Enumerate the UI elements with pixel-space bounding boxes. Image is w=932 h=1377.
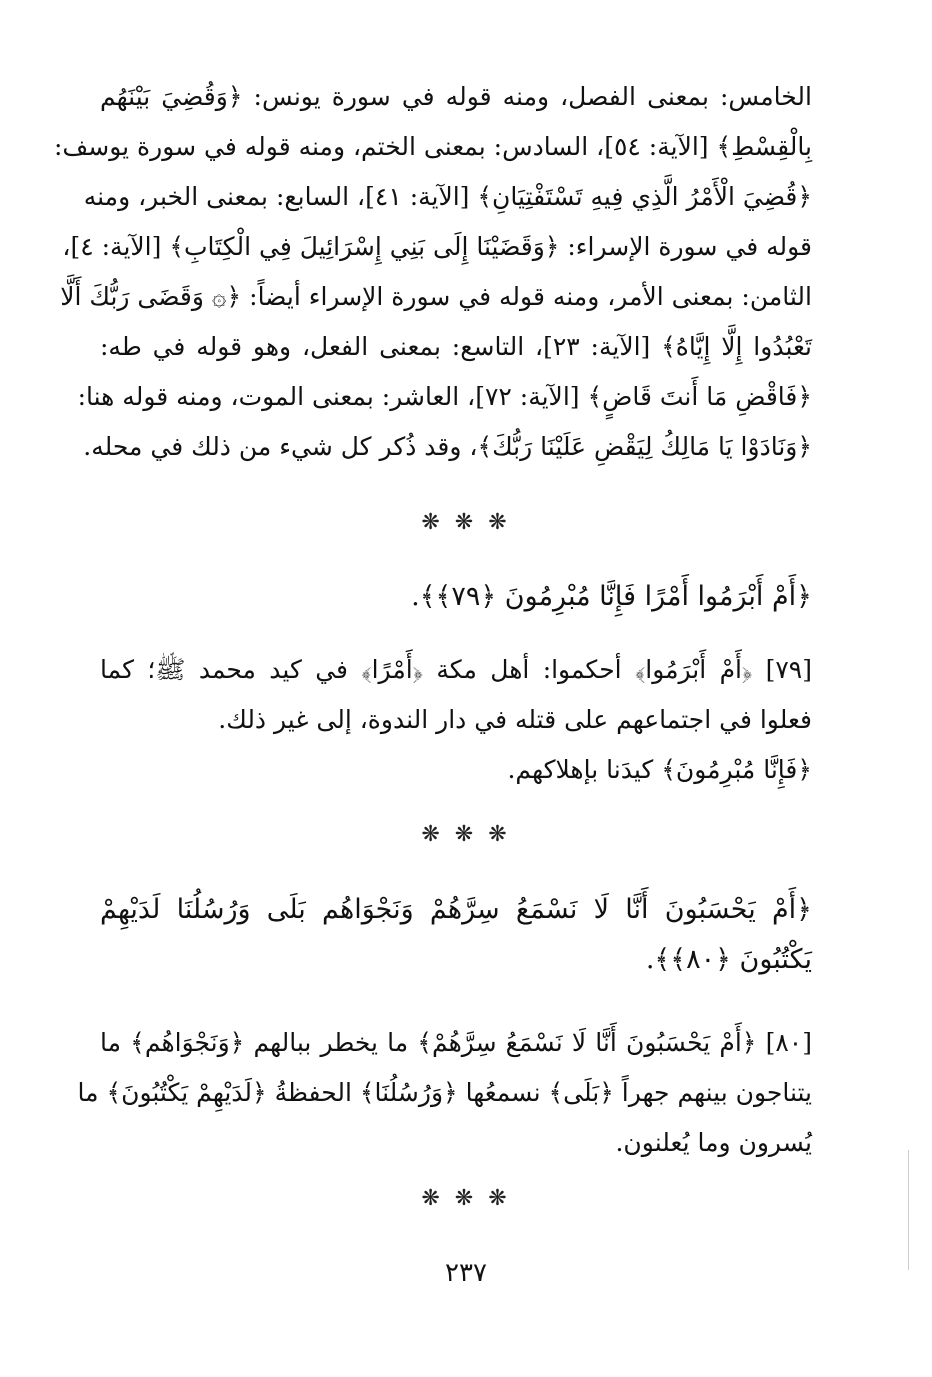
section-separator: ❋ ❋ ❋ bbox=[421, 1186, 511, 1211]
text-line: تَعْبُدُوا إِلَّا إِيَّاهُ﴾ [الآية: ٢٣]، التاسع: بمعنى الفعل، وهو قوله في طه: bbox=[100, 332, 813, 361]
paragraph-meanings-of-qada bbox=[53, 72, 813, 472]
text-line: ﴿فَإِنَّا مُبْرِمُونَ﴾ كيدَنا بإهلاكهم. bbox=[507, 755, 812, 784]
text-line: قوله في سورة الإسراء: ﴿وَقَضَيْنَا إِلَى بَنِي إِسْرَائِيلَ فِي الْكِتَابِ﴾ [الآية: ٤]، bbox=[62, 232, 812, 261]
text-line: بِالْقِسْطِ﴾ [الآية: ٥٤]، السادس: بمعنى الختم، ومنه قوله في سورة يوسف: bbox=[53, 132, 812, 161]
verse-line: يَكْتُبُونَ ﴿٨٠﴾﴾. bbox=[645, 944, 812, 975]
text-line: ﴿قُضِيَ الْأَمْرُ الَّذِي فِيهِ تَسْتَفْتِيَانِ﴾ [الآية: ٤١]، السابع: بمعنى الخبر، ومنه bbox=[83, 182, 812, 211]
text-line: يتناجون بينهم جهراً ﴿بَلَى﴾ نسمعُها ﴿وَرُسُلُنَا﴾ الحفظةُ ﴿لَدَيْهِمْ يَكْتُبُونَ﴾ ما bbox=[77, 1078, 812, 1107]
text-line: [٧٩] ﴿أَمْ أَبْرَمُوا﴾ أحكموا: أهل مكة ﴿أَمْرًا﴾ في كيد محمد ﷺ؛ كما bbox=[100, 655, 812, 684]
text-line: يُسرون وما يُعلنون. bbox=[615, 1128, 812, 1157]
text-line: الخامس: بمعنى الفصل، ومنه قوله في سورة يونس: ﴿وَقُضِيَ بَيْنَهُم bbox=[100, 82, 812, 111]
text-line: [٨٠] ﴿أَمْ يَحْسَبُونَ أَنَّا لَا نَسْمَعُ سِرَّهُمْ﴾ ما يخطر ببالهم ﴿وَنَجْوَاهُم﴾ ما bbox=[100, 1028, 812, 1057]
tafsir-verse-79 bbox=[100, 645, 812, 795]
quran-verse-79: ﴿أَمْ أَبْرَمُوا أَمْرًا فَإِنَّا مُبْرِمُونَ ﴿٧٩﴾﴾. bbox=[411, 581, 812, 612]
quran-verse-80 bbox=[100, 885, 812, 985]
text-line: الثامن: بمعنى الأمر، ومنه قوله في سورة الإسراء أيضاً: ﴿۞ وَقَضَى رَبُّكَ أَلَّا bbox=[60, 282, 812, 311]
section-separator: ❋ ❋ ❋ bbox=[421, 822, 511, 847]
page-number: ٢٣٧ bbox=[445, 1258, 487, 1288]
tafsir-verse-80 bbox=[77, 1018, 812, 1168]
scan-margin-line bbox=[908, 1150, 909, 1270]
text-line: فعلوا في اجتماعهم على قتله في دار الندوة، إلى غير ذلك. bbox=[218, 705, 812, 734]
text-line: ﴿وَنَادَوْا يَا مَالِكُ لِيَقْضِ عَلَيْنَا رَبُّكَ﴾، وقد ذُكر كل شيء من ذلك في محله. bbox=[83, 432, 812, 461]
section-separator: ❋ ❋ ❋ bbox=[421, 510, 511, 535]
text-line: ﴿فَاقْضِ مَا أَنتَ قَاضٍ﴾ [الآية: ٧٢]، العاشر: بمعنى الموت، ومنه قوله هنا: bbox=[77, 382, 812, 411]
verse-line: ﴿أَمْ يَحْسَبُونَ أَنَّا لَا نَسْمَعُ سِرَّهُمْ وَنَجْوَاهُم بَلَى وَرُسُلُنَا لَدَيْهِمْ bbox=[100, 894, 812, 925]
